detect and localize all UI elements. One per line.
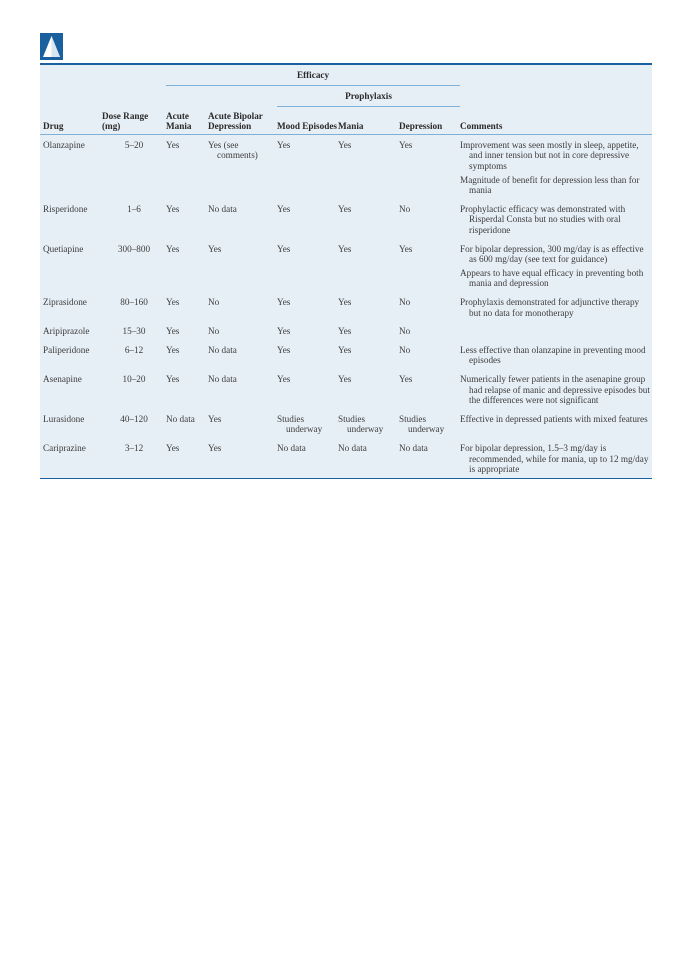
cell-acute-mania-text: Yes — [166, 326, 180, 337]
column-header-mood-episodes: Mood Episodes — [277, 107, 338, 135]
cell-mania — [338, 134, 399, 198]
cell-acute-bipolar-depression-text: No data — [208, 344, 237, 355]
cell-drug: Cariprazine — [43, 442, 86, 453]
cell-acute-bipolar-depression — [208, 438, 277, 478]
cell-drug: Aripiprazole — [43, 326, 90, 337]
column-header-dose-range: Dose Range (mg) — [102, 107, 166, 135]
cell-acute-bipolar-depression — [208, 239, 277, 292]
table-row — [40, 438, 652, 478]
cell-mood-episodes-text: Studies underway — [277, 413, 323, 435]
cell-depression — [399, 321, 460, 340]
cell-mood-episodes — [277, 409, 338, 438]
table-row — [40, 321, 652, 340]
cell-acute-bipolar-depression-text: No — [208, 326, 220, 337]
comment-paragraph: Prophylaxis demonstrated for adjunctive therapy but no data for monotherapy — [460, 297, 640, 318]
cell-acute-bipolar-depression-text: Yes — [208, 442, 222, 453]
comment-paragraph: Improvement was seen mostly in sleep, appetite, and inner tension but not in core depressive symptoms — [460, 139, 639, 172]
cell-depression — [399, 239, 460, 292]
cell-mood-episodes-text: Yes — [277, 326, 291, 337]
cell-depression — [399, 340, 460, 369]
cell-mood-episodes — [277, 369, 338, 409]
cell-mania-text: Yes — [338, 297, 352, 307]
cell-acute-mania-text: Yes — [166, 442, 180, 453]
cell-dose-range: 3–12 — [124, 442, 144, 453]
cell-depression-text: No — [399, 297, 411, 307]
comment-paragraph: Appears to have equal efficacy in preventing both mania and depression — [460, 267, 644, 289]
cell-depression — [399, 438, 460, 478]
cell-comments — [460, 409, 652, 438]
cell-acute-bipolar-depression — [208, 199, 277, 239]
cell-comments — [460, 321, 652, 340]
cell-acute-mania — [166, 134, 208, 198]
column-header-acute-bipolar-depression: Acute Bipolar Depression — [208, 107, 277, 135]
cell-dose-range: 10–20 — [122, 373, 146, 384]
cell-mania-text: Yes — [338, 243, 352, 254]
cell-acute-bipolar-depression — [208, 292, 277, 321]
cell-mood-episodes-text: Yes — [277, 297, 291, 307]
cell-dose-range: 15–30 — [122, 326, 146, 337]
cell-dose-range: 1–6 — [127, 203, 141, 214]
cell-depression — [399, 409, 460, 438]
cell-mania — [338, 239, 399, 292]
cell-acute-bipolar-depression-text: Yes (see comments) — [208, 139, 258, 161]
cell-mood-episodes-text: Yes — [277, 139, 291, 150]
cell-acute-bipolar-depression — [208, 340, 277, 369]
table-row — [40, 292, 652, 321]
cell-mood-episodes — [277, 292, 338, 321]
cell-depression-text: No — [399, 344, 411, 355]
cell-mania-text: Yes — [338, 203, 352, 214]
cell-mood-episodes — [277, 438, 338, 478]
cell-acute-mania-text: Yes — [166, 373, 180, 384]
cell-dose-range: 5–20 — [124, 139, 144, 150]
cell-acute-bipolar-depression-text: No data — [208, 203, 237, 214]
cell-mania-text: Yes — [338, 139, 352, 150]
cell-acute-bipolar-depression — [208, 321, 277, 340]
column-header-mania: Mania — [338, 107, 399, 135]
cell-depression — [399, 292, 460, 321]
cell-comments — [460, 438, 652, 478]
comment-paragraph: Less effective than olanzapine in preventing mood episodes — [460, 344, 646, 366]
table-row — [40, 134, 652, 198]
column-header-acute-mania: Acute Mania — [166, 107, 208, 135]
cell-acute-bipolar-depression — [208, 409, 277, 438]
cell-depression-text: Yes — [399, 373, 413, 384]
cell-acute-mania — [166, 369, 208, 409]
cell-drug: Lurasidone — [43, 413, 85, 424]
comment-paragraph: Magnitude of benefit for depression less than for mania — [460, 174, 640, 196]
cell-dose-range: 6–12 — [124, 344, 144, 355]
cell-mania-text: Yes — [338, 326, 352, 337]
cell-mood-episodes — [277, 340, 338, 369]
cell-mood-episodes — [277, 134, 338, 198]
cell-drug: Risperidone — [43, 203, 88, 214]
cell-mania — [338, 292, 399, 321]
column-header-comments: Comments — [460, 107, 652, 135]
cell-acute-bipolar-depression-text: No — [208, 297, 220, 307]
cell-acute-bipolar-depression-text: No data — [208, 373, 237, 384]
cell-mania-text: Studies underway — [338, 413, 384, 435]
cell-mania-text: Yes — [338, 373, 352, 384]
comment-paragraph: Numerically fewer patients in the asenapine group had relapse of manic and depressive episodes but the differences were not significant — [460, 373, 650, 406]
cell-drug: Paliperidone — [43, 344, 90, 355]
comment-paragraph: For bipolar depression, 1.5–3 mg/day is recommended, while for mania, up to 12 mg/day is appropriate — [460, 442, 649, 475]
cell-drug: Asenapine — [43, 373, 82, 384]
cell-depression-text: No data — [399, 442, 428, 453]
cell-acute-mania-text: Yes — [166, 297, 180, 307]
table-row — [40, 369, 652, 409]
comment-paragraph: Prophylactic efficacy was demonstrated with Risperdal Consta but no studies with oral risperidone — [460, 203, 626, 236]
cell-acute-bipolar-depression-text: Yes — [208, 243, 222, 254]
comment-paragraph: For bipolar depression, 300 mg/day is as effective as 600 mg/day (see text for guidance) — [460, 243, 644, 265]
cell-mania — [338, 199, 399, 239]
antipsychotic-efficacy-table — [40, 65, 652, 478]
cell-drug: Olanzapine — [43, 139, 85, 150]
cell-mood-episodes-text: No data — [277, 442, 306, 453]
table-row — [40, 409, 652, 438]
cell-depression — [399, 199, 460, 239]
cell-comments — [460, 239, 652, 292]
cell-acute-mania-text: Yes — [166, 203, 180, 214]
cell-dose-range: 300–800 — [117, 243, 151, 254]
cell-acute-bipolar-depression — [208, 134, 277, 198]
table-bottom-rule — [40, 478, 652, 479]
cell-mood-episodes-text: Yes — [277, 344, 291, 355]
cell-mania-text: No data — [338, 442, 367, 453]
group-header-prophylaxis: Prophylaxis — [277, 85, 460, 107]
cell-mood-episodes-text: Yes — [277, 203, 291, 214]
cell-comments — [460, 134, 652, 198]
cell-acute-mania — [166, 321, 208, 340]
cell-depression-text: No — [399, 326, 411, 337]
cell-mania-text: Yes — [338, 344, 352, 355]
cell-mood-episodes — [277, 239, 338, 292]
cell-dose-range: 80–160 — [120, 297, 148, 307]
cell-mania — [338, 321, 399, 340]
cell-acute-mania — [166, 199, 208, 239]
cell-acute-mania-text: No data — [166, 413, 195, 424]
cell-comments — [460, 292, 652, 321]
comment-paragraph: Effective in depressed patients with mixed features — [460, 413, 648, 424]
cell-acute-mania-text: Yes — [166, 344, 180, 355]
cell-acute-mania — [166, 340, 208, 369]
cell-acute-mania — [166, 438, 208, 478]
cell-mania — [338, 409, 399, 438]
cell-dose-range: 40–120 — [120, 413, 148, 424]
cell-comments — [460, 199, 652, 239]
cell-comments — [460, 369, 652, 409]
table-row — [40, 199, 652, 239]
column-header-depression: Depression — [399, 107, 460, 135]
cell-mood-episodes-text: Yes — [277, 373, 291, 384]
cell-acute-bipolar-depression — [208, 369, 277, 409]
cell-mood-episodes-text: Yes — [277, 243, 291, 254]
cell-comments — [460, 340, 652, 369]
cell-acute-mania — [166, 409, 208, 438]
cell-acute-mania — [166, 292, 208, 321]
cell-mood-episodes — [277, 321, 338, 340]
group-header-efficacy: Efficacy — [166, 65, 460, 85]
cell-depression-text: No — [399, 203, 411, 214]
cell-acute-bipolar-depression-text: Yes — [208, 413, 222, 424]
cell-depression — [399, 134, 460, 198]
cell-acute-mania — [166, 239, 208, 292]
cell-mania — [338, 438, 399, 478]
cell-depression — [399, 369, 460, 409]
publisher-logo-icon — [40, 33, 63, 60]
cell-mood-episodes — [277, 199, 338, 239]
table-row — [40, 340, 652, 369]
cell-drug: Quetiapine — [43, 243, 84, 254]
table-row — [40, 239, 652, 292]
cell-mania — [338, 340, 399, 369]
column-header-drug: Drug — [40, 107, 102, 135]
cell-depression-text: Yes — [399, 139, 413, 150]
cell-drug: Ziprasidone — [43, 297, 87, 307]
cell-depression-text: Yes — [399, 243, 413, 254]
cell-depression-text: Studies underway — [399, 413, 445, 435]
cell-acute-mania-text: Yes — [166, 243, 180, 254]
cell-mania — [338, 369, 399, 409]
cell-acute-mania-text: Yes — [166, 139, 180, 150]
